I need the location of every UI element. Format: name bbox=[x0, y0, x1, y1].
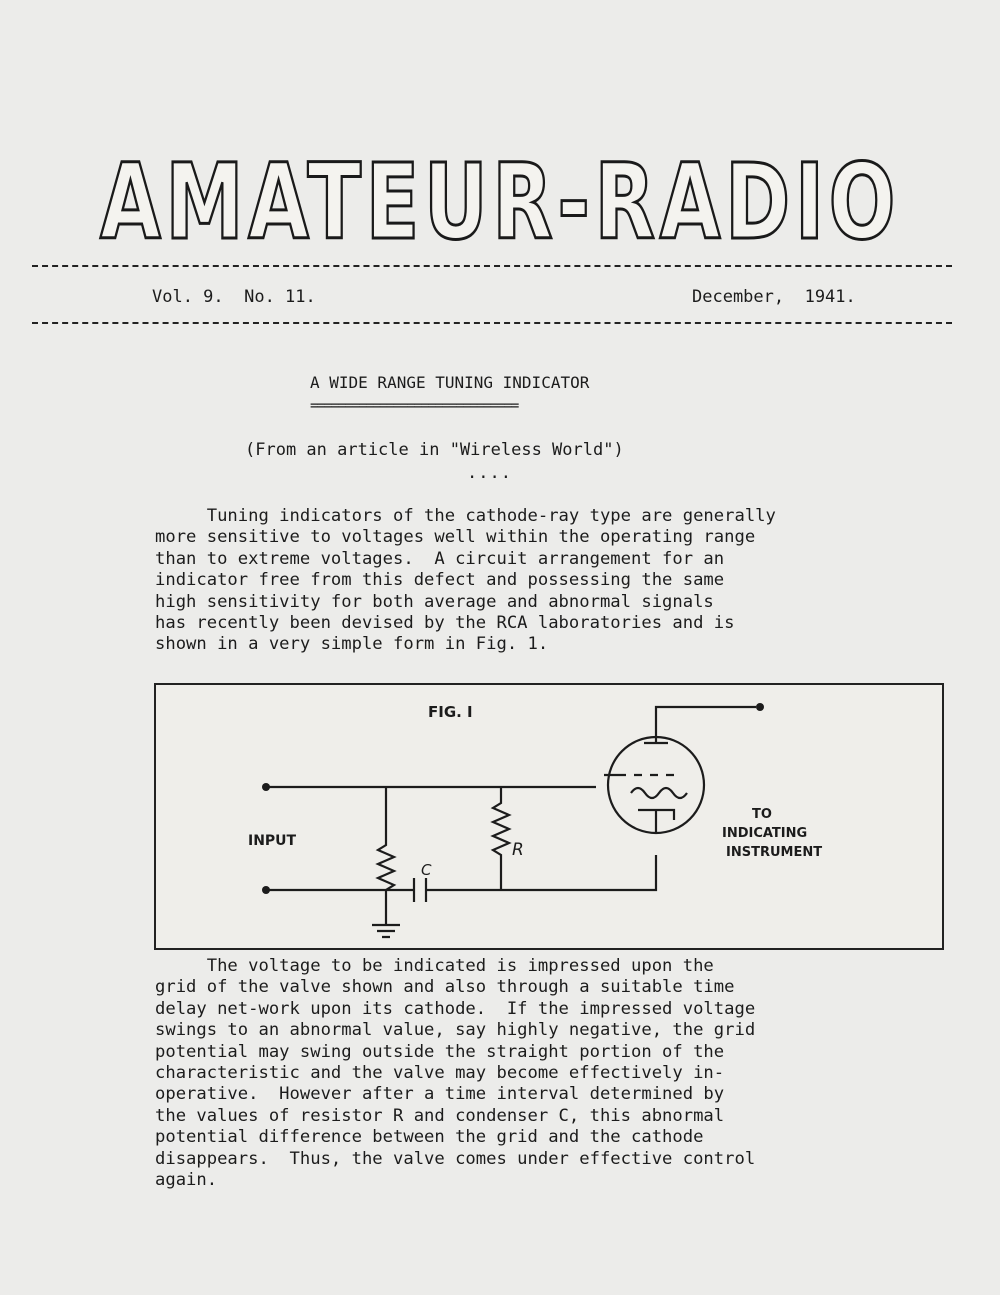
issue-date: December, 1941. bbox=[692, 287, 856, 307]
separator-dots: .... bbox=[467, 463, 512, 483]
valve-heater bbox=[631, 788, 687, 798]
paragraph-1 bbox=[155, 506, 945, 656]
valve-cathode bbox=[638, 810, 674, 833]
masthead-title: AMATEUR-RADIO bbox=[100, 141, 900, 250]
paragraph-line: more sensitive to voltages well within the operating range bbox=[155, 527, 756, 548]
article-title: A WIDE RANGE TUNING INDICATOR bbox=[310, 373, 590, 392]
paragraph-line: disappears. Thus, the valve comes under effective control bbox=[155, 1148, 756, 1169]
masthead bbox=[95, 140, 905, 250]
capacitor-c bbox=[414, 878, 426, 902]
output-label-indicating: INDICATING bbox=[722, 826, 808, 841]
input-label: INPUT bbox=[248, 833, 297, 849]
paragraph-line: Tuning indicators of the cathode-ray type are generally bbox=[155, 506, 776, 526]
resistor-label: R bbox=[512, 840, 524, 860]
paragraph-line: characteristic and the valve may become effectively in- bbox=[155, 1063, 725, 1084]
volume-number: Vol. 9. No. 11. bbox=[152, 287, 316, 307]
paragraph-line: The voltage to be indicated is impressed upon the bbox=[155, 956, 714, 976]
paragraph-line: potential difference between the grid and the cathode bbox=[155, 1127, 704, 1148]
cathode-wire bbox=[266, 855, 656, 890]
paragraph-line: again. bbox=[155, 1170, 218, 1191]
circuit-diagram bbox=[156, 685, 946, 952]
output-label-instrument: INSTRUMENT bbox=[726, 845, 823, 860]
paragraph-line: has recently been devised by the RCA laboratories and is bbox=[155, 613, 735, 634]
article-source: (From an article in "Wireless World") bbox=[245, 440, 624, 460]
paragraph-line: grid of the valve shown and also through a suitable time bbox=[155, 977, 735, 998]
figure-label: FIG. I bbox=[428, 703, 473, 721]
output-terminal bbox=[756, 703, 764, 711]
bottom-rule bbox=[32, 322, 952, 324]
paragraph-line: delay net-work upon its cathode. If the impressed voltage bbox=[155, 998, 756, 1019]
paragraph-line: than to extreme voltages. A circuit arrangement for an bbox=[155, 548, 725, 569]
paragraph-line: high sensitivity for both average and abnormal signals bbox=[155, 591, 714, 612]
paragraph-line: swings to an abnormal value, say highly negative, the grid bbox=[155, 1020, 756, 1041]
paragraph-line: the values of resistor R and condenser C, this abnormal bbox=[155, 1105, 725, 1126]
output-label-to: TO bbox=[752, 807, 772, 822]
paragraph-2 bbox=[155, 956, 945, 1191]
shunt-resistor bbox=[378, 787, 394, 925]
masthead-logo bbox=[95, 140, 905, 250]
title-underline: ============================== bbox=[310, 398, 518, 414]
figure-1-circuit bbox=[154, 683, 944, 950]
capacitor-label: C bbox=[421, 861, 432, 879]
paragraph-line: potential may swing outside the straight portion of the bbox=[155, 1041, 725, 1062]
resistor-r bbox=[493, 787, 509, 890]
ground-symbol bbox=[372, 925, 400, 937]
paragraph-line: indicator free from this defect and possessing the same bbox=[155, 570, 725, 591]
paragraph-line: shown in a very simple form in Fig. 1. bbox=[155, 634, 549, 655]
paragraph-line: operative. However after a time interval determined by bbox=[155, 1084, 725, 1105]
top-rule bbox=[32, 265, 952, 267]
